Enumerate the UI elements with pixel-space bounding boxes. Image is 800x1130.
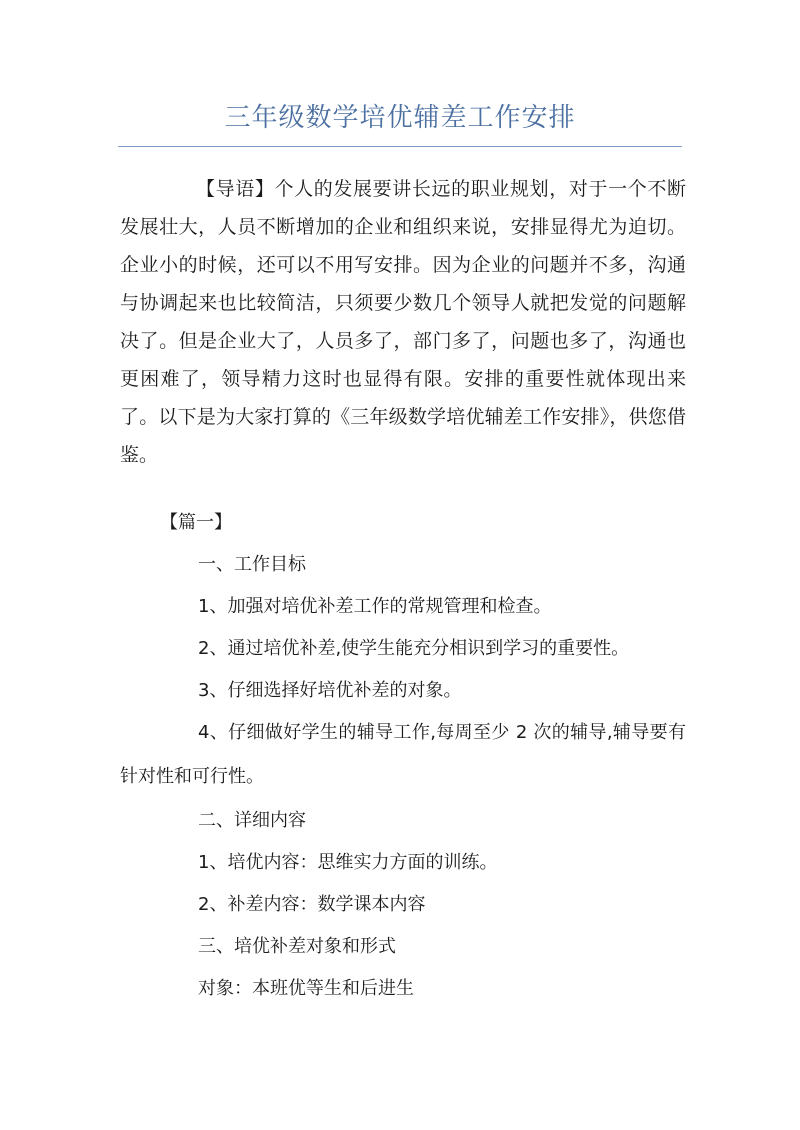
heading-detailed-content: 二、详细内容 xyxy=(198,810,306,831)
document-title: 三年级数学培优辅差工作安排 xyxy=(224,103,576,133)
intro-paragraph: 【导语】个人的发展要讲长远的职业规划，对于一个不断发展壮大，人员不断增加的企业和组织来说，安排显得尤为迫切。企业小的时候，还可以不用写安排。因为企业的问题并不多，沟通与协调起来也比较简洁，只须要少数几个领导人就把发觉的问题解决了。但是企业大了，人员多了，部门多了，问题也多了，沟通也更困难了，领导精力这时也显得有限。安排的重要性就体现出来了。以下是为大家打算的《三年级数学培优辅差工作安排》，供您借鉴。 xyxy=(120,178,686,466)
goal-item-3: 3、仔细选择好培优补差的对象。 xyxy=(198,680,462,701)
target-description: 对象：本班优等生和后进生 xyxy=(198,978,414,999)
goal-item-1: 1、加强对培优补差工作的常规管理和检查。 xyxy=(198,596,552,617)
content-item-2: 2、补差内容：数学课本内容 xyxy=(198,894,426,915)
title-underline xyxy=(118,146,682,147)
heading-work-goals: 一、工作目标 xyxy=(198,554,306,575)
content-item-1: 1、培优内容：思维实力方面的训练。 xyxy=(198,852,498,873)
section-label: 【篇一】 xyxy=(160,512,232,533)
heading-targets-and-forms: 三、培优补差对象和形式 xyxy=(198,936,396,957)
goal-item-2: 2、通过培优补差,使学生能充分相识到学习的重要性。 xyxy=(198,638,630,659)
goal-item-4: 4、仔细做好学生的辅导工作,每周至少 2 次的辅导,辅导要有针对性和可行性。 xyxy=(120,722,686,787)
